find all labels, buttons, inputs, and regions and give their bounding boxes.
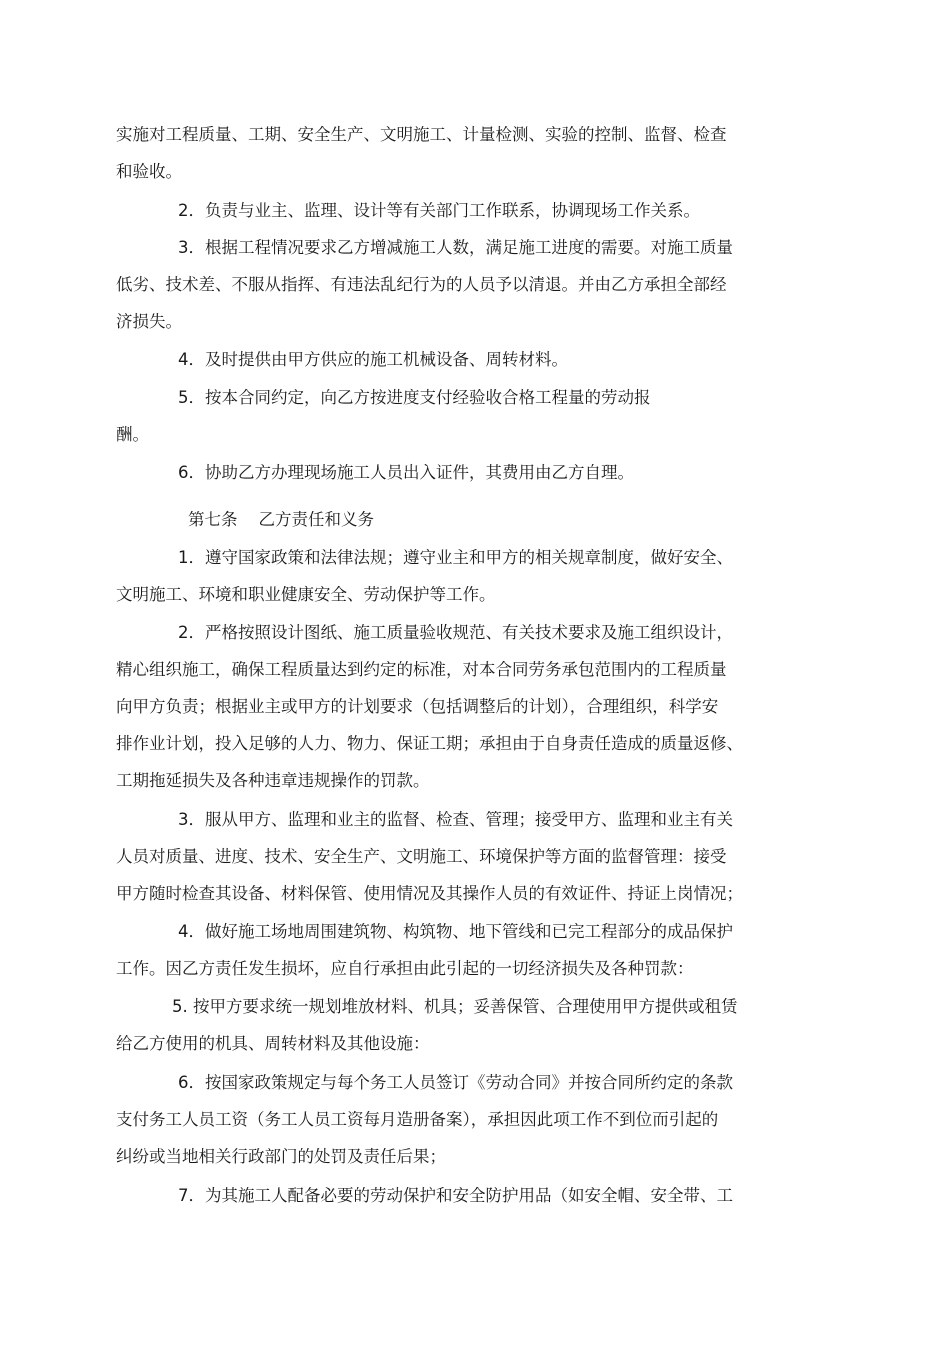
text-line: 6．按国家政策规定与每个务工人员签订《劳动合同》并按合同所约定的条款 bbox=[178, 1073, 733, 1092]
text-line: 排作业计划，投入足够的人力、物力、保证工期；承担由于自身责任造成的质量返修、 bbox=[116, 734, 743, 753]
text-line: 给乙方使用的机具、周转材料及其他设施： bbox=[116, 1034, 430, 1053]
text-line: 支付务工人员工资（务工人员工资每月造册备案），承担因此项工作不到位而引起的 bbox=[116, 1110, 719, 1129]
text-line: 实施对工程质量、工期、安全生产、文明施工、计量检测、实验的控制、监督、检查 bbox=[116, 125, 727, 144]
text-line: 济损失。 bbox=[116, 312, 182, 331]
section-heading: 第七条 乙方责任和义务 bbox=[188, 510, 374, 529]
text-line: 5．按本合同约定，向乙方按进度支付经验收合格工程量的劳动报 bbox=[178, 388, 651, 407]
text-line: 工作。因乙方责任发生损坏，应自行承担由此引起的一切经济损失及各种罚款： bbox=[116, 959, 694, 978]
text-line: 和验收。 bbox=[116, 162, 182, 181]
text-line: 2．严格按照设计图纸、施工质量验收规范、有关技术要求及施工组织设计， bbox=[178, 623, 733, 642]
text-line: 6．协助乙方办理现场施工人员出入证件，其费用由乙方自理。 bbox=[178, 463, 634, 482]
text-line: 4．及时提供由甲方供应的施工机械设备、周转材料。 bbox=[178, 350, 568, 369]
text-line: 2．负责与业主、监理、设计等有关部门工作联系，协调现场工作关系。 bbox=[178, 201, 700, 220]
text-line: 4．做好施工场地周围建筑物、构筑物、地下管线和已完工程部分的成品保护 bbox=[178, 922, 733, 941]
text-line: 纠纷或当地相关行政部门的处罚及责任后果； bbox=[116, 1147, 446, 1166]
text-line: 精心组织施工，确保工程质量达到约定的标准，对本合同劳务承包范围内的工程质量 bbox=[116, 660, 727, 679]
text-line: 酬。 bbox=[116, 425, 149, 444]
text-line: 人员对质量、进度、技术、安全生产、文明施工、环境保护等方面的监督管理：接受 bbox=[116, 847, 727, 866]
text-line: 3．根据工程情况要求乙方增减施工人数，满足施工进度的需要。对施工质量 bbox=[178, 238, 733, 257]
text-line: 3．服从甲方、监理和业主的监督、检查、管理；接受甲方、监理和业主有关 bbox=[178, 810, 733, 829]
text-line: 工期拖延损失及各种违章违规操作的罚款。 bbox=[116, 771, 430, 790]
text-line: 文明施工、环境和职业健康安全、劳动保护等工作。 bbox=[116, 585, 496, 604]
text-line: 5. 按甲方要求统一规划堆放材料、机具；妥善保管、合理使用甲方提供或租赁 bbox=[172, 997, 738, 1016]
text-line: 7．为其施工人配备必要的劳动保护和安全防护用品（如安全帽、安全带、工 bbox=[178, 1186, 733, 1205]
text-line: 向甲方负责；根据业主或甲方的计划要求（包括调整后的计划），合理组织，科学安 bbox=[116, 697, 719, 716]
text-line: 1．遵守国家政策和法律法规；遵守业主和甲方的相关规章制度，做好安全、 bbox=[178, 548, 733, 567]
text-line: 低劣、技术差、不服从指挥、有违法乱纪行为的人员予以清退。并由乙方承担全部经 bbox=[116, 275, 727, 294]
text-line: 甲方随时检查其设备、材料保管、使用情况及其操作人员的有效证件、持证上岗情况； bbox=[116, 884, 743, 903]
